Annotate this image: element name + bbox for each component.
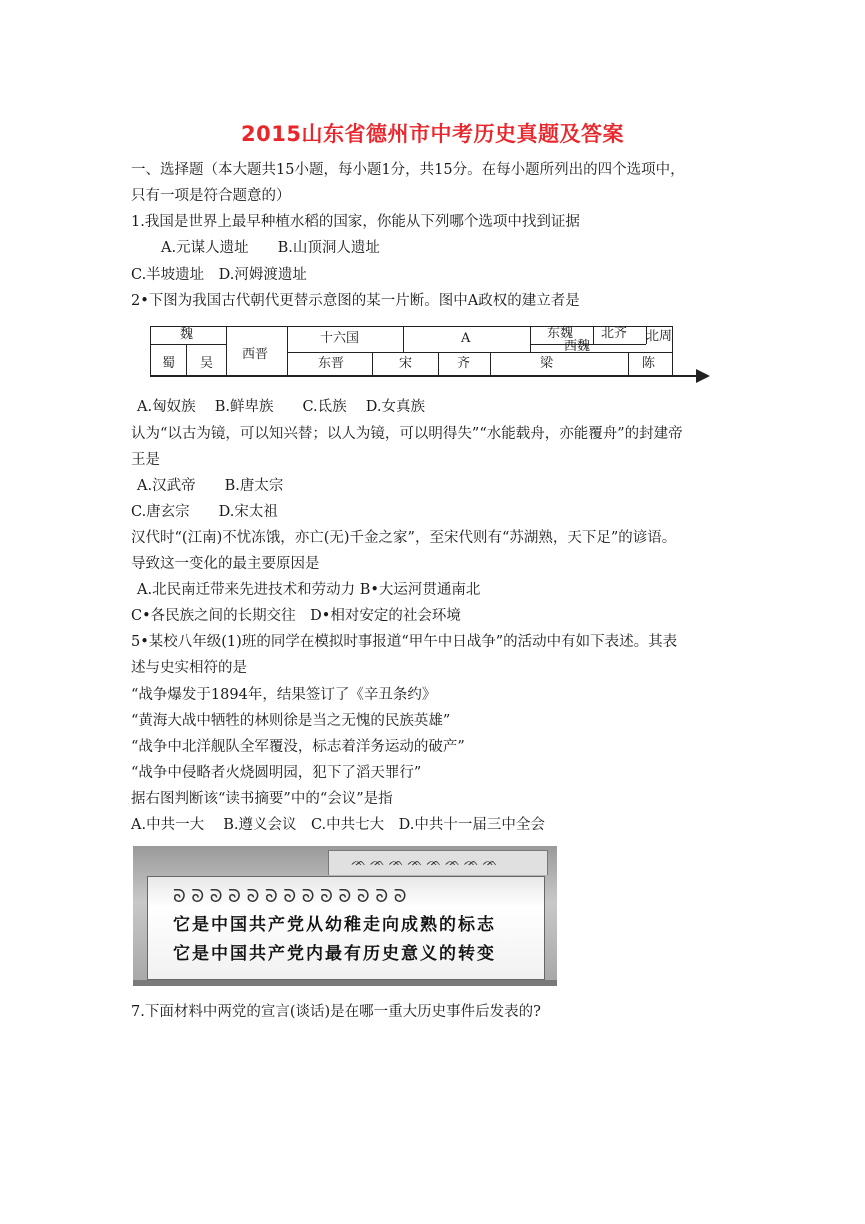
page-title: 2015山东省德州市中考历史真题及答案 bbox=[241, 122, 624, 146]
question-4-cont: 导致这一变化的最主要原因是 bbox=[131, 556, 320, 572]
timeline-wei: 魏 bbox=[180, 327, 194, 342]
banner-line-2: 它是中国共产党内最有历史意义的转变 bbox=[173, 944, 496, 964]
swirl-icon: ᨏ ᨏ ᨏ ᨏ ᨏ ᨏ ᨏ ᨏ bbox=[351, 854, 498, 868]
question-4-options-ab: A.北民南迁带来先进技术和劳动力 B•大运河贯通南北 bbox=[137, 582, 481, 598]
question-1-options-ab: A.元谋人遗址 B.山顶洞人遗址 bbox=[161, 240, 380, 256]
timeline-song: 宋 bbox=[399, 356, 413, 371]
question-3-options-cd: C.唐玄宗 D.宋太祖 bbox=[131, 504, 278, 520]
question-5-statement-1: “战争爆发于1894年，结果签订了《辛丑条约》 bbox=[131, 687, 437, 703]
timeline-beizhou: 北周 bbox=[646, 329, 673, 344]
banner-shadow bbox=[133, 980, 557, 986]
timeline-shiliuguo: 十六国 bbox=[320, 331, 360, 346]
timeline-qi: 齐 bbox=[457, 356, 471, 371]
timeline-beiqi: 北齐 bbox=[601, 326, 628, 341]
timeline-liang: 梁 bbox=[540, 356, 554, 371]
question-6: 据右图判断该“读书摘要”中的“会议”是指 bbox=[131, 791, 393, 807]
question-2-options: A.匈奴族 B.鲜卑族 C.氐族 D.女真族 bbox=[137, 399, 425, 415]
question-4-options-cd: C•各民族之间的长期交往 D•相对安定的社会环境 bbox=[131, 608, 461, 624]
section-instructions: 一、选择题（本大题共15小题，每小题1分，共15分。在每小题所列出的四个选项中， bbox=[131, 162, 685, 178]
question-1-options-cd: C.半坡遗址 D.河姆渡遗址 bbox=[131, 267, 307, 283]
question-4: 汉代时“(江南)不忧冻饿，亦亡(无)千金之家”，至宋代则有“苏湖熟，天下足”的谚语。 bbox=[131, 530, 677, 546]
timeline-dongwei: 东魏 bbox=[547, 326, 574, 341]
banner-line-1: 它是中国共产党从幼稚走向成熟的标志 bbox=[173, 915, 496, 935]
question-5-cont: 述与史实相符的是 bbox=[131, 660, 247, 676]
question-3: 认为“以古为镜，可以知兴替；以人为镜，可以明得失”“水能载舟，亦能覆舟”的封建帝 bbox=[131, 426, 683, 442]
reading-summary-image bbox=[133, 846, 557, 986]
timeline-a: A bbox=[461, 331, 471, 346]
question-5-statement-4: “战争中侵略者火烧圆明园，犯下了滔天罪行” bbox=[131, 765, 422, 781]
question-5-statement-3: “战争中北洋舰队全军覆没，标志着洋务运动的破产” bbox=[131, 739, 465, 755]
question-5: 5•某校八年级(1)班的同学在模拟时事报道“甲午中日战争”的活动中有如下表述。其表 bbox=[131, 634, 678, 650]
timeline-dongjin: 东晋 bbox=[318, 356, 345, 371]
question-3-options-ab: A.汉武帝 B.唐太宗 bbox=[137, 478, 284, 494]
timeline-shu: 蜀 bbox=[162, 356, 176, 371]
timeline-xiwei: 西魏 bbox=[564, 339, 591, 354]
timeline-wu: 吴 bbox=[200, 356, 214, 371]
dynasty-timeline bbox=[150, 326, 720, 386]
question-5-statement-2: “黄海大战中牺牲的林则徐是当之无愧的民族英雄” bbox=[131, 713, 451, 729]
question-7: 7.下面材料中两党的宣言(谈话)是在哪一重大历史事件后发表的? bbox=[131, 1004, 541, 1020]
section-instructions-cont: 只有一项是符合题意的） bbox=[131, 188, 291, 204]
question-6-options: A.中共一大 B.遵义会议 C.中共七大 D.中共十一届三中全会 bbox=[131, 817, 545, 833]
timeline-arrow-icon bbox=[696, 369, 710, 383]
timeline-chen: 陈 bbox=[642, 356, 656, 371]
question-2: 2•下图为我国古代朝代更替示意图的某一片断。图中A政权的建立者是 bbox=[131, 293, 580, 309]
swirl-icon: ᘐ ᘐ ᘐ ᘐ ᘐ ᘐ ᘐ ᘐ ᘐ ᘐ ᘐ ᘐ ᘐ bbox=[173, 886, 407, 907]
question-1: 1.我国是世界上最早种植水稻的国家，你能从下列哪个选项中找到证据 bbox=[131, 214, 580, 230]
timeline-xijin: 西晋 bbox=[242, 347, 269, 362]
question-3-cont: 王是 bbox=[131, 452, 160, 468]
